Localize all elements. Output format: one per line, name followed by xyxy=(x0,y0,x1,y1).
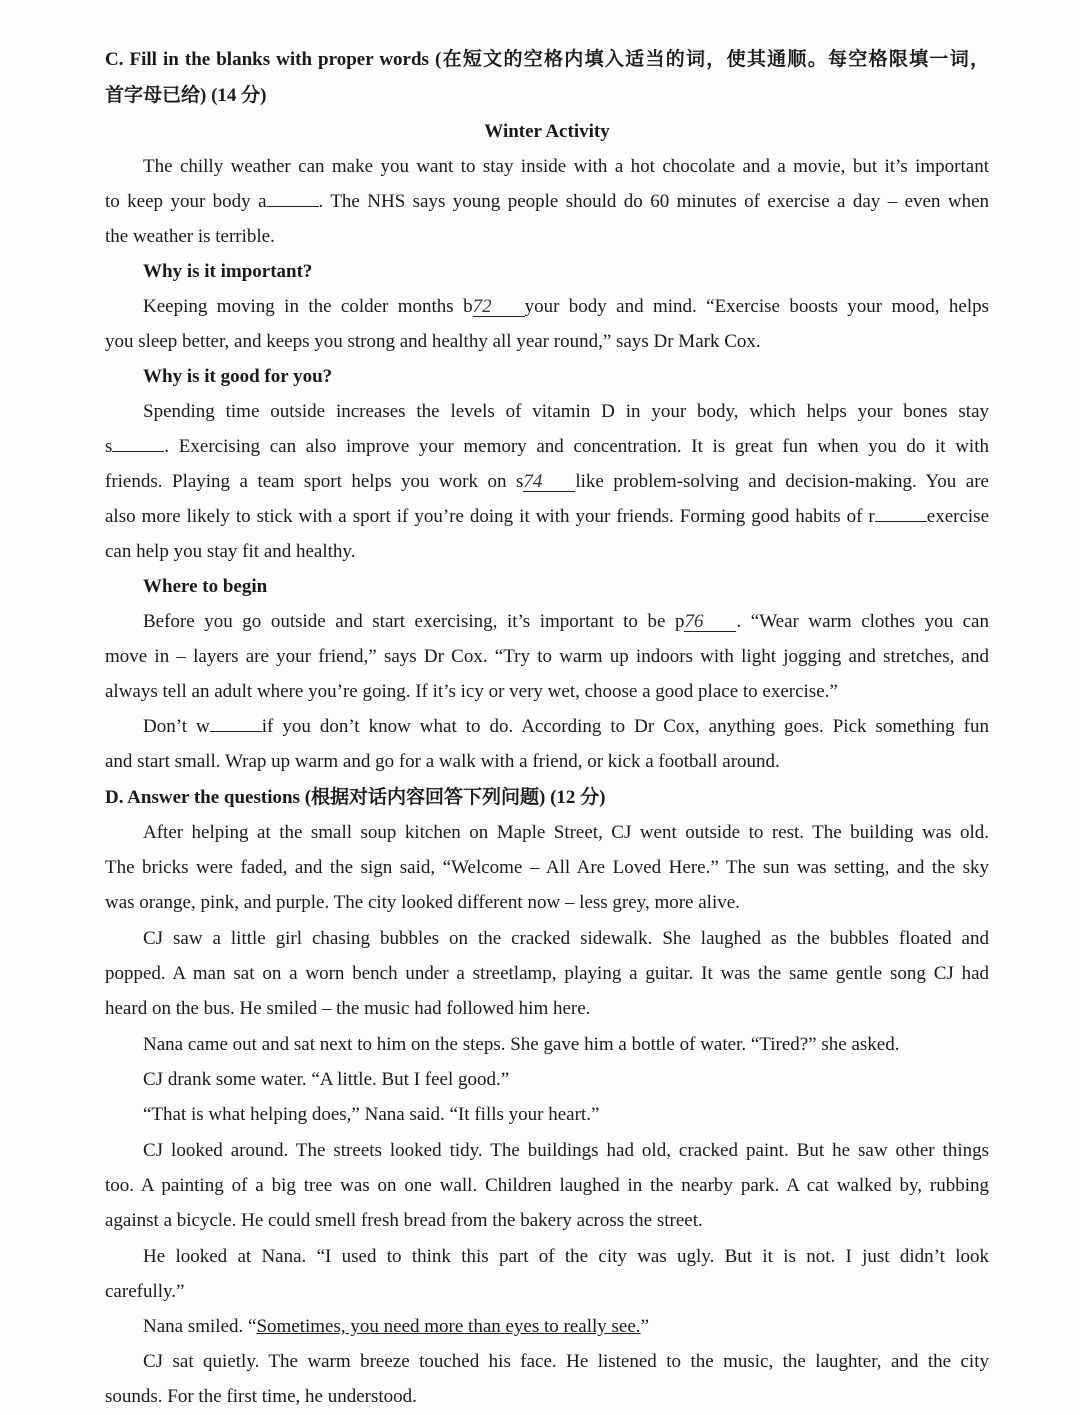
line-text: s xyxy=(105,436,113,457)
paragraph-line: always tell an adult where you’re going. If it’s icy or very wet, choose a good place to exercise.” xyxy=(105,681,838,702)
line-text: . “Wear warm clothes you can xyxy=(736,611,989,632)
story-line: against a bicycle. He could smell fresh bread from the bakery across the street. xyxy=(105,1210,703,1231)
story-line xyxy=(143,1315,989,1339)
paragraph-line: and start small. Wrap up warm and go for a walk with a friend, or kick a football around. xyxy=(105,751,780,772)
blank-71[interactable] xyxy=(267,206,319,207)
story-line: “That is what helping does,” Nana said. “It fills your heart.” xyxy=(143,1104,600,1125)
line-text: like problem-solving and decision-making. You are xyxy=(575,471,989,492)
section-d-heading: D. Answer the questions (根据对话内容回答下列问题) (12 分) xyxy=(105,787,606,808)
paragraph-line xyxy=(105,435,989,459)
story-line: popped. A man sat on a worn bench under a streetlamp, playing a guitar. It was the same gentle song CJ had xyxy=(105,963,989,984)
line-text: . Exercising can also improve your memory and concentration. It is great fun when you do it with xyxy=(164,436,989,457)
line-text: to keep your body a xyxy=(105,191,267,212)
blank-74[interactable]: 74 xyxy=(523,473,575,492)
underlined-quote: Sometimes, you need more than eyes to really see. xyxy=(256,1316,641,1337)
paragraph-line: you sleep better, and keeps you strong and healthy all year round,” says Dr Mark Cox. xyxy=(105,331,761,352)
paragraph-line xyxy=(143,295,989,319)
story-line: carefully.” xyxy=(105,1281,185,1302)
line-text: also more likely to stick with a sport if you’re doing it with your friends. Forming good habits of r xyxy=(105,506,875,527)
story-line: After helping at the small soup kitchen on Maple Street, CJ went outside to rest. The building was old. xyxy=(143,822,989,843)
section-c-heading-cont: 首字母已给) (14 分) xyxy=(105,85,267,106)
story-line: Nana came out and sat next to him on the steps. She gave him a bottle of water. “Tired?” she asked. xyxy=(143,1034,900,1055)
paragraph-line: Spending time outside increases the levels of vitamin D in your body, which helps your bones stay xyxy=(143,401,989,422)
line-text: exercise xyxy=(926,506,989,527)
subheading-why-good: Why is it good for you? xyxy=(143,366,333,387)
story-line: He looked at Nana. “I used to think this part of the city was ugly. But it is not. I just didn’t look xyxy=(143,1246,989,1267)
paragraph-line: the weather is terrible. xyxy=(105,226,275,247)
story-line: CJ drank some water. “A little. But I feel good.” xyxy=(143,1069,510,1090)
section-c-heading: C. Fill in the blanks with proper words (在短文的空格内填入适当的词，使其通顺。每空格限填一词， xyxy=(105,49,989,70)
story-line: was orange, pink, and purple. The city looked different now – less grey, more alive. xyxy=(105,892,740,913)
line-text: Don’t w xyxy=(143,716,210,737)
blank-77[interactable] xyxy=(210,731,262,732)
paragraph-line xyxy=(143,610,989,634)
story-line: CJ saw a little girl chasing bubbles on the cracked sidewalk. She laughed as the bubbles floated and xyxy=(143,928,989,949)
subheading-why-important: Why is it important? xyxy=(143,261,313,282)
paragraph-line: move in – layers are your friend,” says Dr Cox. “Try to warm up indoors with light jogging and stretches, and xyxy=(105,646,989,667)
blank-75[interactable] xyxy=(875,521,927,522)
paragraph-line xyxy=(105,190,989,214)
line-text: your body and mind. “Exercise boosts your mood, helps xyxy=(524,296,989,317)
story-line: sounds. For the first time, he understood. xyxy=(105,1386,417,1407)
paragraph-line: can help you stay fit and healthy. xyxy=(105,541,356,562)
line-text: Keeping moving in the colder months b xyxy=(143,296,473,317)
story-line: CJ sat quietly. The warm breeze touched his face. He listened to the music, the laughter, and the city xyxy=(143,1351,989,1372)
line-text: Nana smiled. “ xyxy=(143,1316,257,1337)
blank-76[interactable]: 76 xyxy=(684,613,736,632)
line-text: . The NHS says young people should do 60 minutes of exercise a day – even when xyxy=(318,191,990,212)
line-text: friends. Playing a team sport helps you work on s xyxy=(105,471,524,492)
paragraph-line xyxy=(105,505,989,529)
subheading-where-to-begin: Where to begin xyxy=(143,576,268,597)
story-line: too. A painting of a big tree was on one wall. Children laughed in the nearby park. A cat walked by, rubbing xyxy=(105,1175,989,1196)
line-text: Before you go outside and start exercising, it’s important to be p xyxy=(143,611,685,632)
story-line: The bricks were faded, and the sign said, “Welcome – All Are Loved Here.” The sun was setting, and the sky xyxy=(105,857,989,878)
paragraph-line xyxy=(143,715,989,739)
story-line: heard on the bus. He smiled – the music had followed him here. xyxy=(105,998,591,1019)
passage-title: Winter Activity xyxy=(484,121,610,142)
story-line: CJ looked around. The streets looked tidy. The buildings had old, cracked paint. But he saw other things xyxy=(143,1140,989,1161)
blank-72[interactable]: 72 xyxy=(473,298,525,317)
paragraph-line: The chilly weather can make you want to stay inside with a hot chocolate and a movie, but it’s important xyxy=(143,156,989,177)
line-text: ” xyxy=(640,1316,649,1337)
paragraph-line xyxy=(105,470,989,494)
blank-73[interactable] xyxy=(112,451,164,452)
line-text: if you don’t know what to do. According to Dr Cox, anything goes. Pick something fun xyxy=(261,716,989,737)
